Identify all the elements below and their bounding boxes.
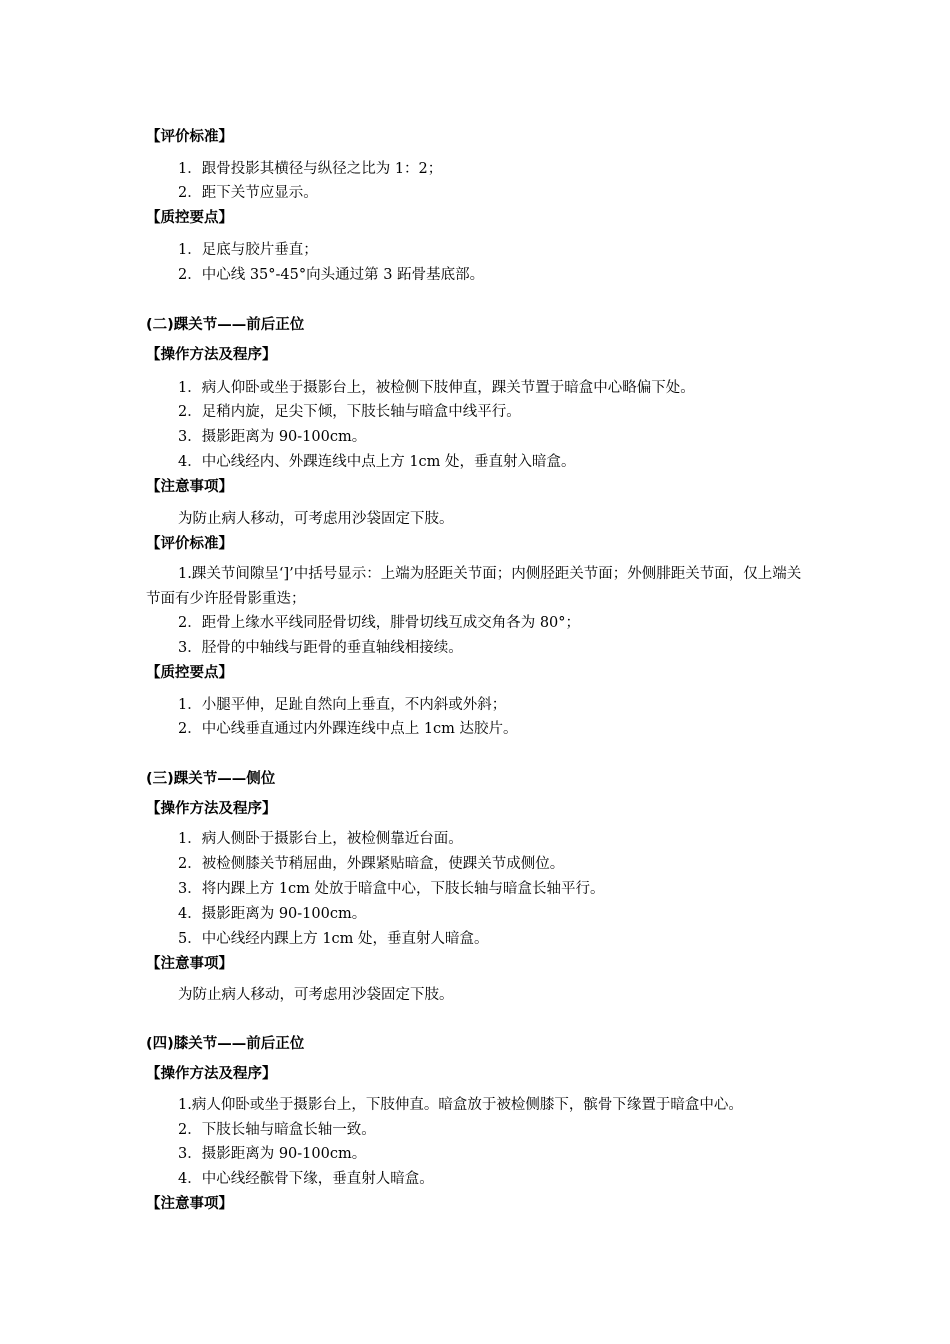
list-item: 4．摄影距离为 90-100cm。 bbox=[178, 906, 367, 922]
heading-procedure: 【操作方法及程序】 bbox=[146, 801, 277, 817]
heading-evaluation: 【评价标准】 bbox=[146, 536, 233, 552]
list-item: 2．中心线 35°-45°向头通过第 3 跖骨基底部。 bbox=[178, 267, 485, 283]
heading-quality-control: 【质控要点】 bbox=[146, 210, 233, 226]
heading-procedure: 【操作方法及程序】 bbox=[146, 347, 277, 363]
list-item: 1．病人侧卧于摄影台上，被检侧靠近台面。 bbox=[178, 831, 463, 847]
list-item: 1．足底与胶片垂直； bbox=[178, 242, 318, 258]
list-item: 1.病人仰卧或坐于摄影台上，下肢伸直。暗盒放于被检侧膝下，髌骨下缘置于暗盒中心。 bbox=[178, 1097, 743, 1113]
list-item: 3．摄影距离为 90-100cm。 bbox=[178, 429, 367, 445]
heading-notes: 【注意事项】 bbox=[146, 1196, 233, 1212]
list-item: 2．下肢长轴与暗盒长轴一致。 bbox=[178, 1122, 376, 1138]
notes-text: 为防止病人移动，可考虑用沙袋固定下肢。 bbox=[178, 987, 454, 1003]
heading-notes: 【注意事项】 bbox=[146, 956, 233, 972]
list-item: 1．小腿平伸，足趾自然向上垂直，不内斜或外斜； bbox=[178, 697, 507, 713]
list-item: 1.踝关节间隙呈‘]’中括号显示：上端为胫距关节面；内侧胫距关节面；外侧腓距关节面，仅上端关节面有少许胫骨影重迭； bbox=[146, 566, 802, 607]
list-item: 3．将内踝上方 1cm 处放于暗盒中心，下肢长轴与暗盒长轴平行。 bbox=[178, 881, 605, 897]
list-item: 1．病人仰卧或坐于摄影台上，被检侧下肢伸直，踝关节置于暗盒中心略偏下处。 bbox=[178, 380, 695, 396]
notes-text: 为防止病人移动，可考虑用沙袋固定下肢。 bbox=[178, 511, 454, 527]
section-title: (三)踝关节——侧位 bbox=[146, 771, 276, 787]
section-title: (二)踝关节——前后正位 bbox=[146, 317, 305, 333]
list-item: 2．距骨上缘水平线同胫骨切线，腓骨切线互成交角各为 80°； bbox=[178, 615, 581, 631]
list-item: 3．胫骨的中轴线与距骨的垂直轴线相接续。 bbox=[178, 640, 463, 656]
list-item: 2．被检侧膝关节稍屈曲，外踝紧贴暗盒，使踝关节成侧位。 bbox=[178, 856, 565, 872]
list-item: 4．中心线经髌骨下缘，垂直射人暗盒。 bbox=[178, 1171, 434, 1187]
list-item: 4．中心线经内、外踝连线中点上方 1cm 处，垂直射入暗盒。 bbox=[178, 454, 576, 470]
heading-evaluation: 【评价标准】 bbox=[146, 129, 233, 145]
heading-notes: 【注意事项】 bbox=[146, 479, 233, 495]
section-title: (四)膝关节——前后正位 bbox=[146, 1036, 305, 1052]
list-item: 2．足稍内旋，足尖下倾，下肢长轴与暗盒中线平行。 bbox=[178, 404, 521, 420]
list-item: 2．中心线垂直通过内外踝连线中点上 1cm 达胶片。 bbox=[178, 721, 518, 737]
list-item: 2．距下关节应显示。 bbox=[178, 185, 318, 201]
list-item: 3．摄影距离为 90-100cm。 bbox=[178, 1146, 367, 1162]
list-item: 1．跟骨投影其横径与纵径之比为 1：2； bbox=[178, 161, 443, 177]
heading-procedure: 【操作方法及程序】 bbox=[146, 1066, 277, 1082]
list-item: 5．中心线经内踝上方 1cm 处，垂直射人暗盒。 bbox=[178, 931, 489, 947]
heading-quality-control: 【质控要点】 bbox=[146, 665, 233, 681]
